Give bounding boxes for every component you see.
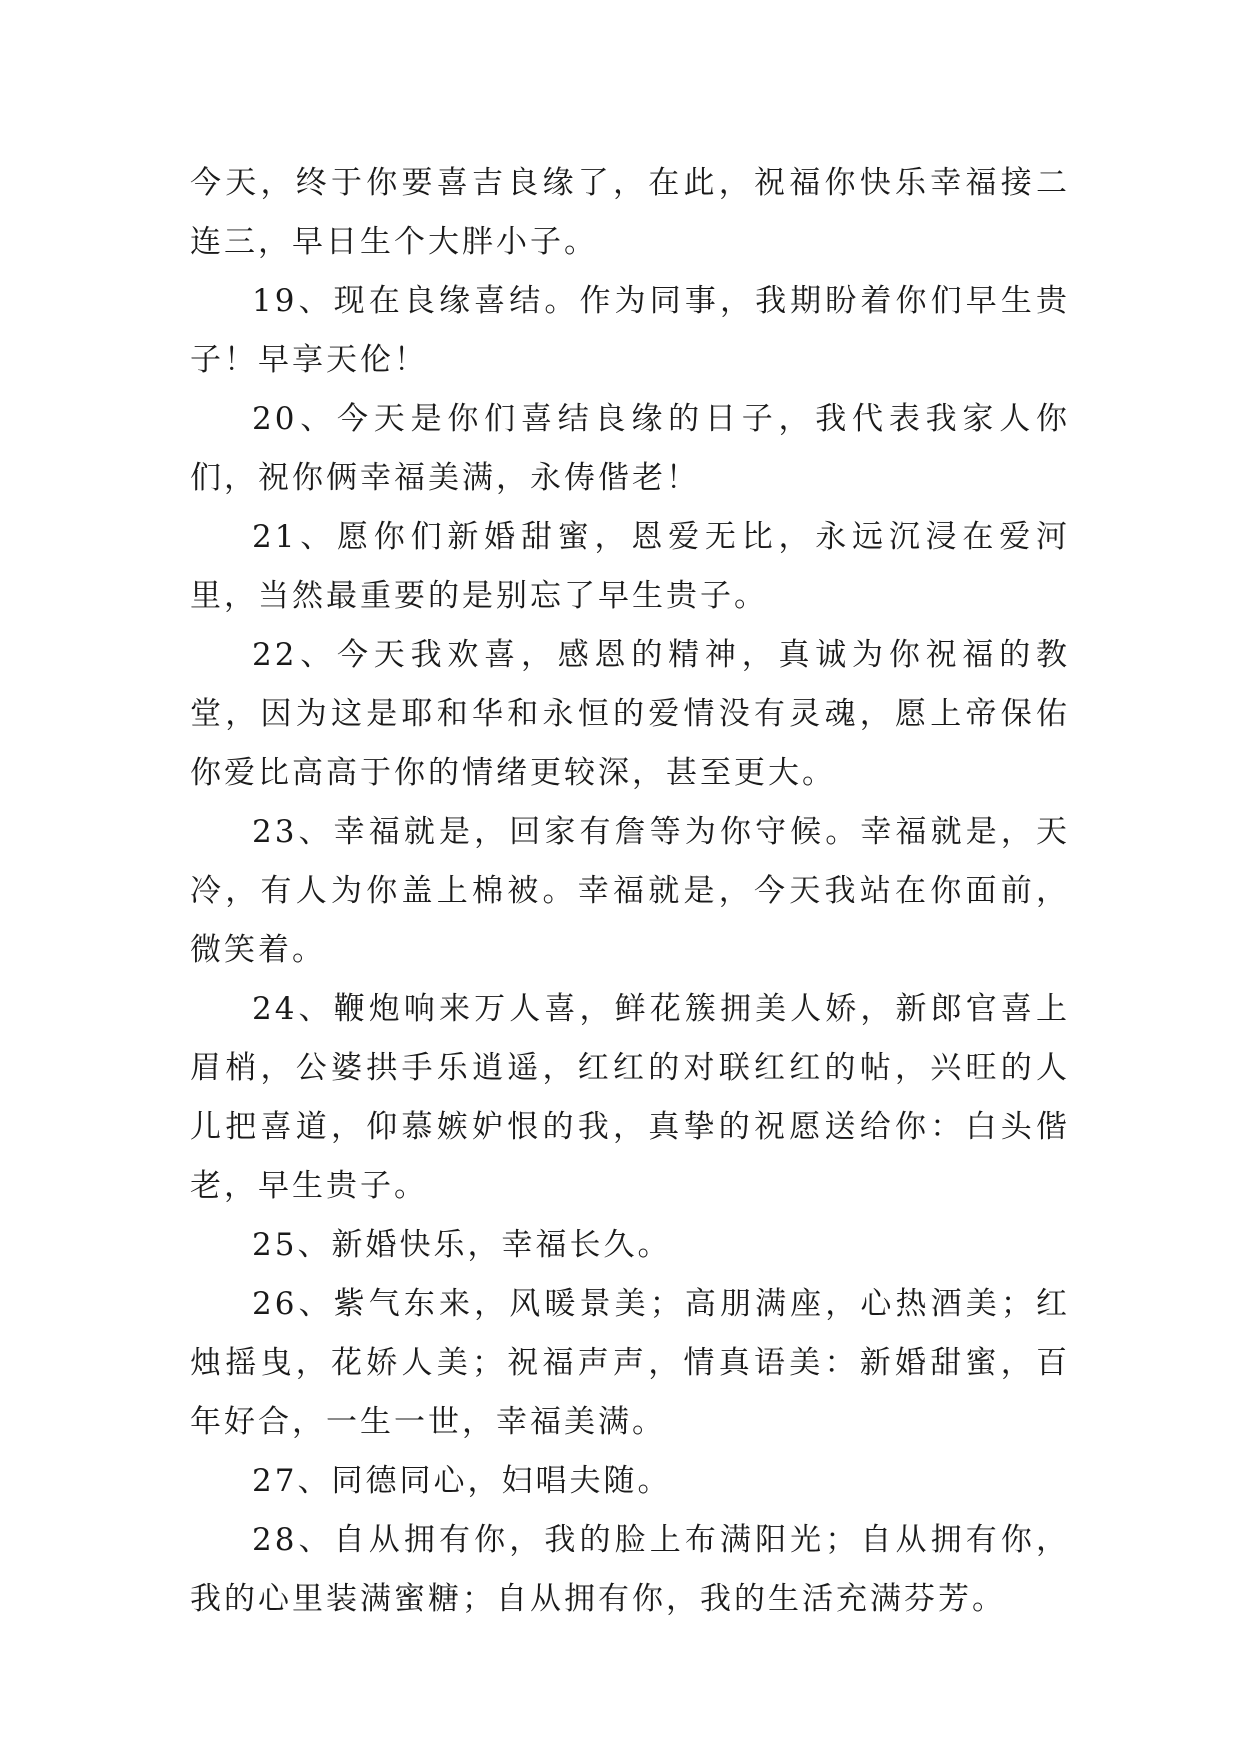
paragraph-24: 24、鞭炮响来万人喜，鲜花簇拥美人娇，新郎官喜上眉梢，公婆拱手乐逍遥，红红的对联红红的帖，兴旺的人儿把喜道，仰慕嫉妒恨的我，真挚的祝愿送给你：白头偕老，早生贵子。 xyxy=(190,991,1070,1204)
paragraph-21: 21、愿你们新婚甜蜜，恩爱无比，永远沉浸在爱河里，当然最重要的是别忘了早生贵子。 xyxy=(190,519,1070,614)
paragraph-28: 28、自从拥有你，我的脸上布满阳光；自从拥有你，我的心里装满蜜糖；自从拥有你，我的生活充满芬芳。 xyxy=(190,1522,1070,1617)
paragraph-20: 20、今天是你们喜结良缘的日子，我代表我家人你们，祝你俩幸福美满，永俦偕老！ xyxy=(190,401,1070,496)
paragraph-22: 22、今天我欢喜，感恩的精神，真诚为你祝福的教堂，因为这是耶和华和永恒的爱情没有灵魂，愿上帝保佑你爱比高高于你的情绪更较深，甚至更大。 xyxy=(190,637,1070,791)
paragraph-23: 23、幸福就是，回家有詹等为你守候。幸福就是，天冷，有人为你盖上棉被。幸福就是，今天我站在你面前，微笑着。 xyxy=(190,814,1070,968)
paragraph-25: 25、新婚快乐，幸福长久。 xyxy=(252,1227,672,1263)
paragraph-27: 27、同德同心，妇唱夫随。 xyxy=(252,1463,672,1499)
paragraph-26: 26、紫气东来，风暖景美；高朋满座，心热酒美；红烛摇曳，花娇人美；祝福声声，情真语美：新婚甜蜜，百年好合，一生一世，幸福美满。 xyxy=(190,1286,1070,1440)
paragraph-continuation: 今天，终于你要喜吉良缘了，在此，祝福你快乐幸福接二连三，早日生个大胖小子。 xyxy=(190,165,1070,260)
document-body xyxy=(190,154,1070,1629)
paragraph-19: 19、现在良缘喜结。作为同事，我期盼着你们早生贵子！早享天伦！ xyxy=(190,283,1070,378)
